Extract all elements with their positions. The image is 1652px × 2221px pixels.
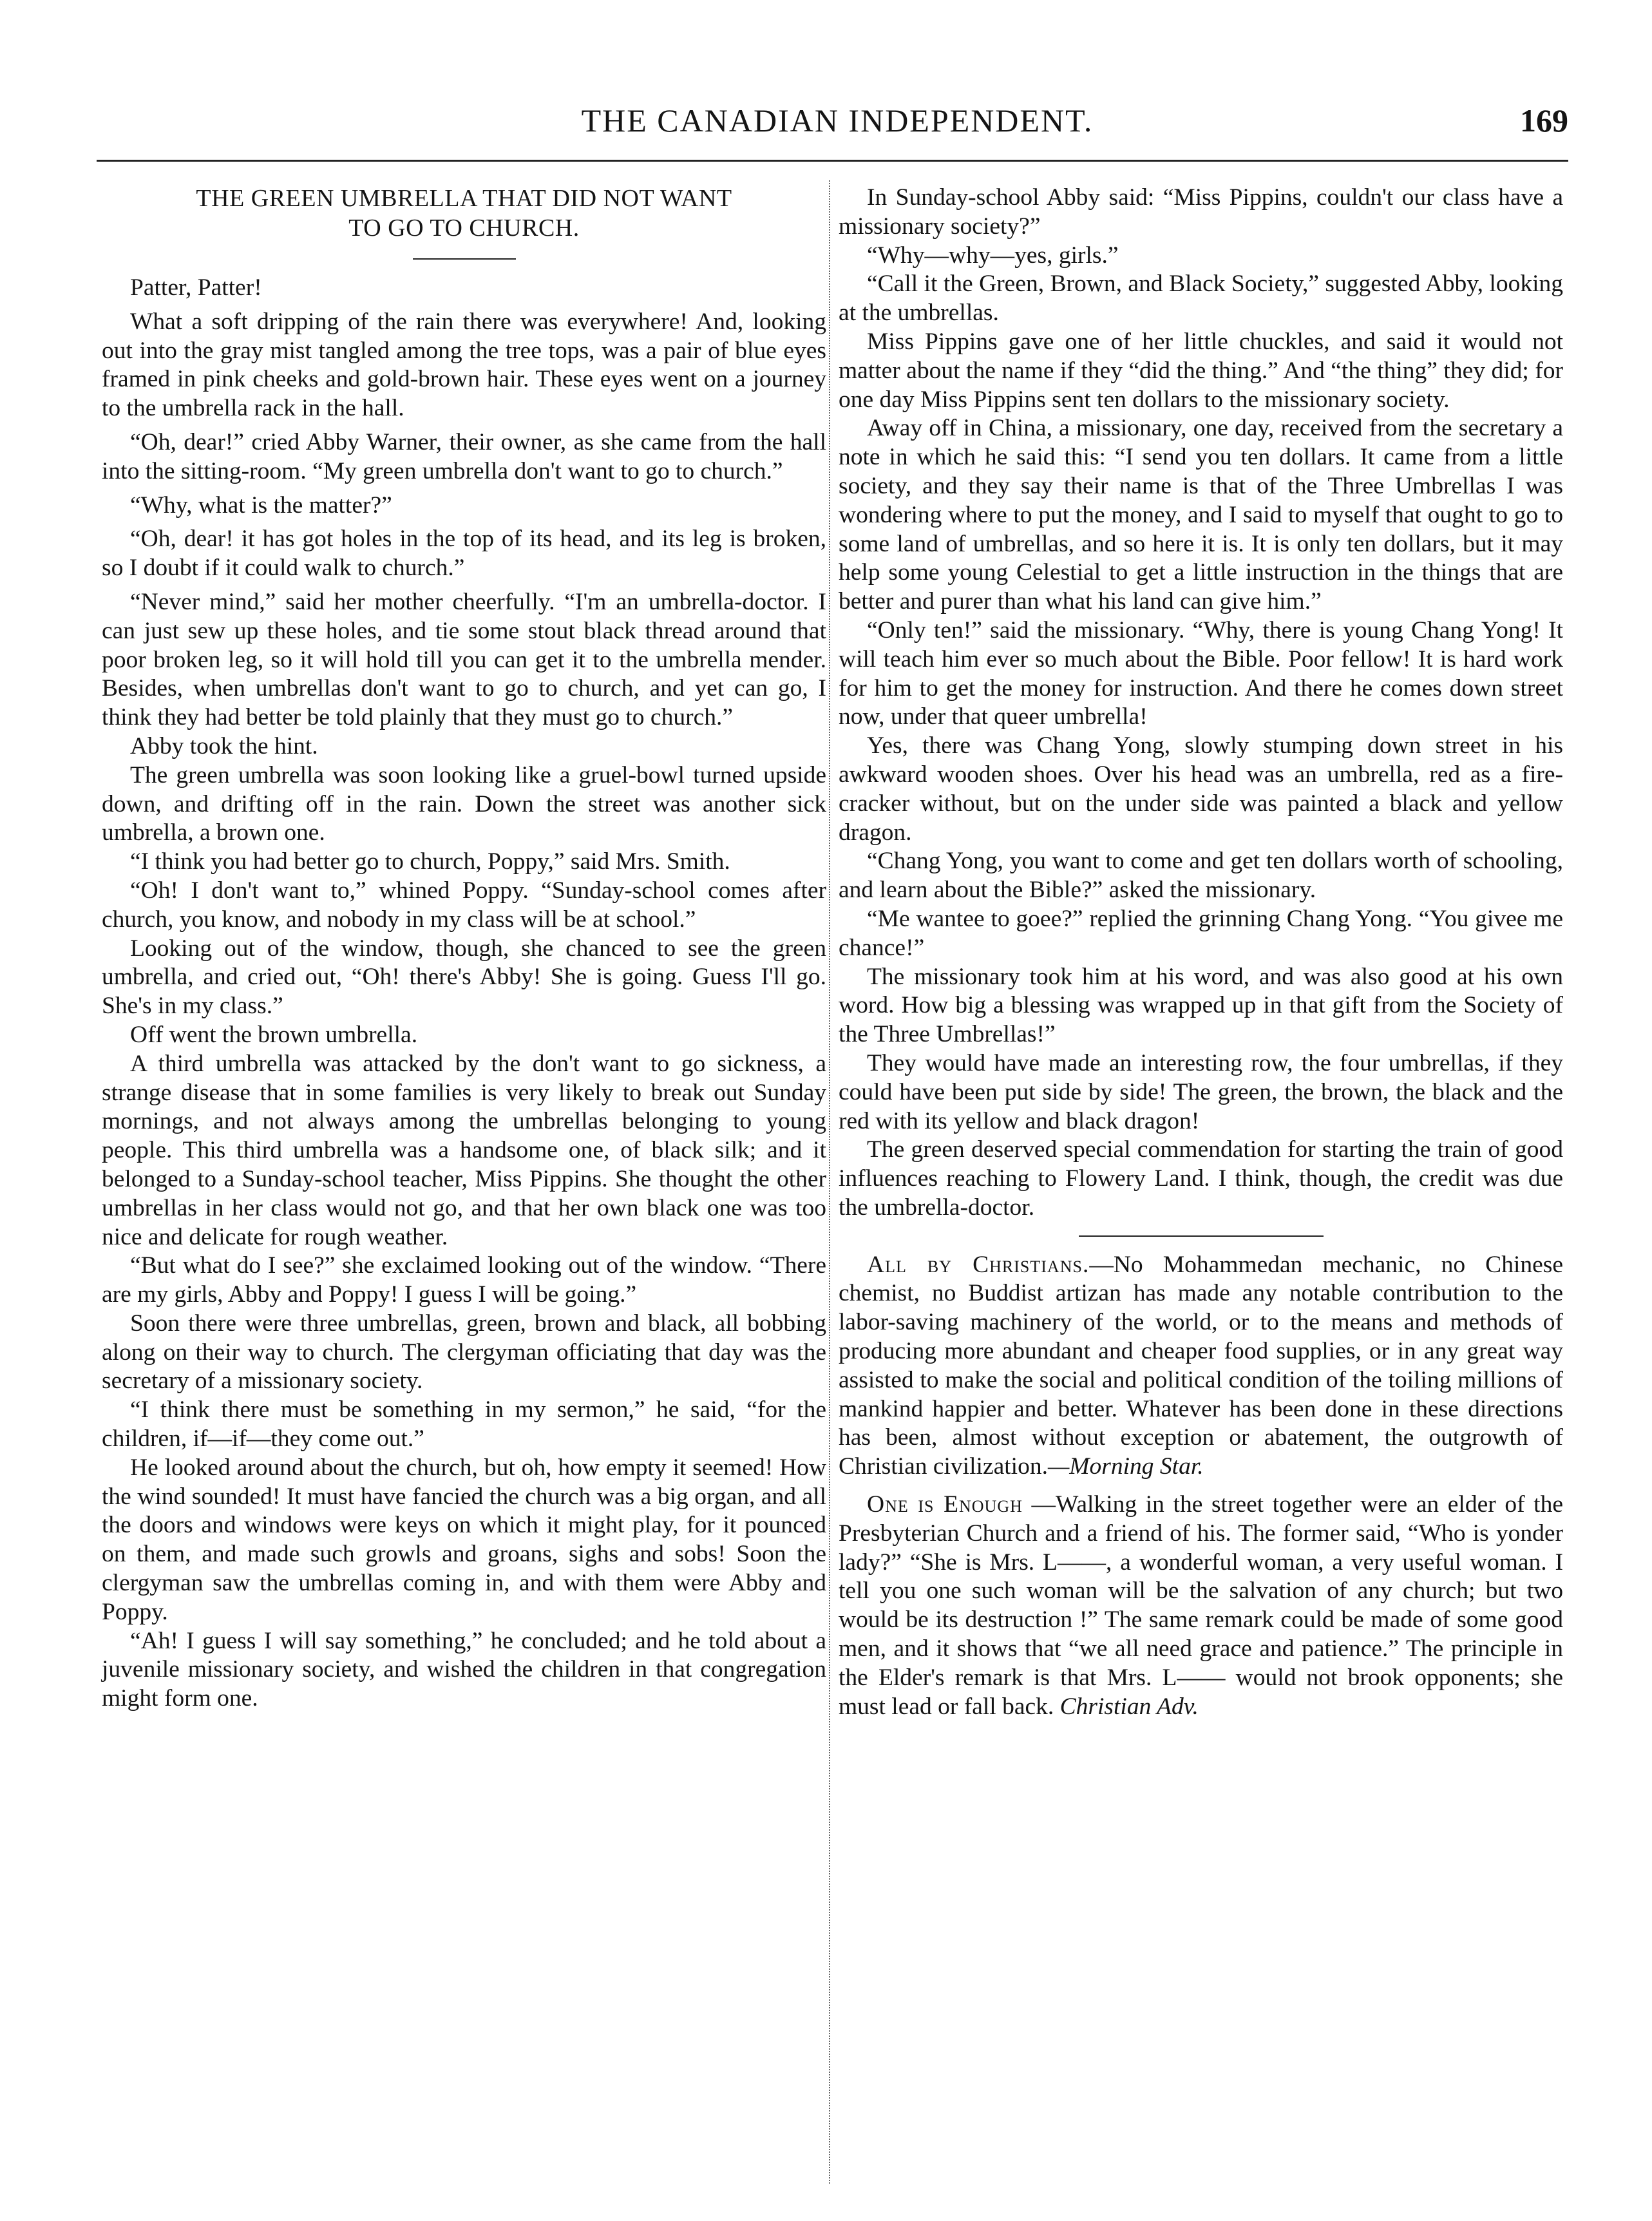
paragraph: He looked around about the church, but oh, how empty it seemed! How the wind sounded! It must have fancied the church was a big organ, and all the doors and windows were keys on which it might play, for it pounced on them, and made such growls and groans, sighs and sobs! Soon the clergyman saw the umbrellas coming in, and with them were Abby and Poppy. <box>102 1454 826 1625</box>
item-source: Christian Adv. <box>1059 1693 1199 1720</box>
paragraph: The green deserved special commendation for starting the train of good influences reaching to Flowery Land. I think, though, the credit was due the umbrella-doctor. <box>839 1136 1563 1221</box>
item-lead: One is Enough <box>867 1491 1023 1518</box>
paragraph: “Ah! I guess I will say something,” he concluded; and he told about a juvenile missionary society, and wished the children in that congregation might form one. <box>102 1627 826 1712</box>
section-rule <box>1079 1235 1324 1237</box>
column-divider <box>829 180 830 2184</box>
paragraph: “But what do I see?” she exclaimed looking out of the window. “There are my girls, Abby and Poppy! I guess I will be going.” <box>102 1252 826 1308</box>
paragraph: “I think you had better go to church, Poppy,” said Mrs. Smith. <box>130 848 730 875</box>
paragraph: “Oh, dear!” cried Abby Warner, their owner, as she came from the hall into the sitting-room. “My green umbrella don't want to go to church.” <box>102 428 826 484</box>
paragraph: A third umbrella was attacked by the don't want to go sickness, a strange disease that in some families is very likely to break out Sunday mornings, and not always among the umbrellas belonging to young people. This third umbrella was a handsome one, of black silk; and it belonged to a Sunday-school teacher, Miss Pippins. She thought the other umbrellas in her class would not go, and that her own black one was too nice and delicate for rough weather. <box>102 1050 826 1250</box>
paragraph: “Never mind,” said her mother cheerfully. “I'm an umbrella-doctor. I can just sew up these holes, and tie some stout black thread around that poor broken leg, so it will hold till you can get it to the umbrella mender. Besides, when umbrellas don't want to go to church, and yet can go, I think they had better be told plainly that they must go to church.” <box>102 588 826 731</box>
header-rule <box>97 160 1568 162</box>
right-column <box>839 184 1563 1721</box>
paragraph: Off went the brown umbrella. <box>130 1021 418 1048</box>
paragraph: “I think there must be something in my sermon,” he said, “for the children, if—if—they come out.” <box>102 1396 826 1453</box>
paragraph: “Only ten!” said the missionary. “Why, there is young Chang Yong! It will teach him ever so much about the Bible. Poor fellow! It is hard work for him to get the money for instruction. And there he comes down street now, under that queer umbrella! <box>839 616 1563 730</box>
item-all-by-christians <box>839 1251 1563 1482</box>
paragraph: Away off in China, a missionary, one day, received from the secretary a note in which he said this: “I send you ten dollars. It came from a little society, and they say their name is that of the Three Umbrellas I was wondering where to put the money, and I said to myself that ought to go to some land of umbrellas, and so here it is. It is only ten dollars, but it may help some young Celestial to get a little instruction in the things that are better and purer than what his land can give him.” <box>839 415 1563 615</box>
left-column <box>102 184 826 1713</box>
paragraph: “Oh! I don't want to,” whined Poppy. “Sunday-school comes after church, you know, and nobody in my class will be at school.” <box>102 877 826 933</box>
paragraph: “Call it the Green, Brown, and Black Society,” suggested Abby, looking at the umbrellas. <box>839 271 1563 327</box>
item-source: —Morning Star. <box>1047 1453 1204 1480</box>
item-lead: All by Christians. <box>867 1251 1090 1278</box>
item-one-is-enough <box>839 1491 1563 1721</box>
page-header <box>106 102 1568 153</box>
paragraph: The green umbrella was soon looking like a gruel-bowl turned upside down, and drifting off in the rain. Down the street was another sick umbrella, a brown one. <box>102 761 826 846</box>
paragraph: Yes, there was Chang Yong, slowly stumping down street in his awkward wooden shoes. Over his head was an umbrella, red as a fire-cracker without, but on the under side was painted a black and yellow dragon. <box>839 732 1563 846</box>
article-title-line-1: THE GREEN UMBRELLA THAT DID NOT WANT <box>196 185 732 212</box>
paragraph: Looking out of the window, though, she chanced to see the green umbrella, and cried out, “Oh! there's Abby! She is going. Guess I'll go. She's in my class.” <box>102 935 826 1020</box>
paragraph: Patter, Patter! <box>130 274 262 301</box>
paragraph: Miss Pippins gave one of her little chuckles, and said it would not matter about the name if they “did the thing.” And “the thing” they did; for one day Miss Pippins sent ten dollars to the missionary society. <box>839 328 1563 413</box>
paragraph: “Oh, dear! it has got holes in the top of its head, and its leg is broken, so I doubt if it could walk to church.” <box>102 526 826 582</box>
paragraph: In Sunday-school Abby said: “Miss Pippins, couldn't our class have a missionary society?” <box>839 184 1563 240</box>
item-body: —Walking in the street together were an elder of the Presbyterian Church and a friend of his. The former said, “Who is yonder lady?” “She is Mrs. L——, a wonderful woman, a very useful woman. I tell you one such woman will be the salvation of any church; but two would be its destruction !” The same remark could be made of some good men, and it shows that “we all need grace and patience.” The principle in the Elder's remark is that Mrs. L—— would not brook opponents; she must lead or fall back. <box>839 1491 1563 1720</box>
article-title-line-2: TO GO TO CHURCH. <box>348 214 580 242</box>
paragraph: “Me wantee to goee?” replied the grinning Chang Yong. “You givee me chance!” <box>839 905 1563 961</box>
page-number: 169 <box>1520 102 1568 138</box>
paragraph: The missionary took him at his word, and was also good at his own word. How big a blessing was wrapped up in that gift from the Society of the Three Umbrellas!” <box>839 963 1563 1048</box>
item-body: —No Mohammedan mechanic, no Chinese chemist, no Buddist artizan has made any notable contribution to the labor-saving machinery of the world, or to the means and methods of producing more abundant and cheaper food supplies, or in any great way assisted to make the social and political condition of the toiling millions of mankind happier and better. Whatever has been done in these directions has been, almost without exception or abatement, the outgrowth of Christian civilization. <box>839 1251 1563 1480</box>
publication-title: THE CANADIAN INDEPENDENT. <box>581 102 1094 138</box>
paragraph: They would have made an interesting row, the four umbrellas, if they could have been put side by side! The green, the brown, the black and the red with its yellow and black dragon! <box>839 1049 1563 1134</box>
paragraph: Abby took the hint. <box>130 732 318 759</box>
paragraph: Soon there were three umbrellas, green, brown and black, all bobbing along on their way to church. The clergyman officiating that day was the secretary of a missionary society. <box>102 1310 826 1395</box>
paragraph: “Why, what is the matter?” <box>130 491 392 519</box>
paragraph: “Chang Yong, you want to come and get ten dollars worth of schooling, and learn about the Bible?” asked the missionary. <box>839 848 1563 904</box>
paragraph: “Why—why—yes, girls.” <box>867 242 1119 269</box>
title-rule <box>413 258 516 260</box>
paragraph: What a soft dripping of the rain there was everywhere! And, looking out into the gray mist tangled among the tree tops, was a pair of blue eyes framed in pink cheeks and gold-brown hair. These eyes went on a journey to the umbrella rack in the hall. <box>102 308 826 422</box>
